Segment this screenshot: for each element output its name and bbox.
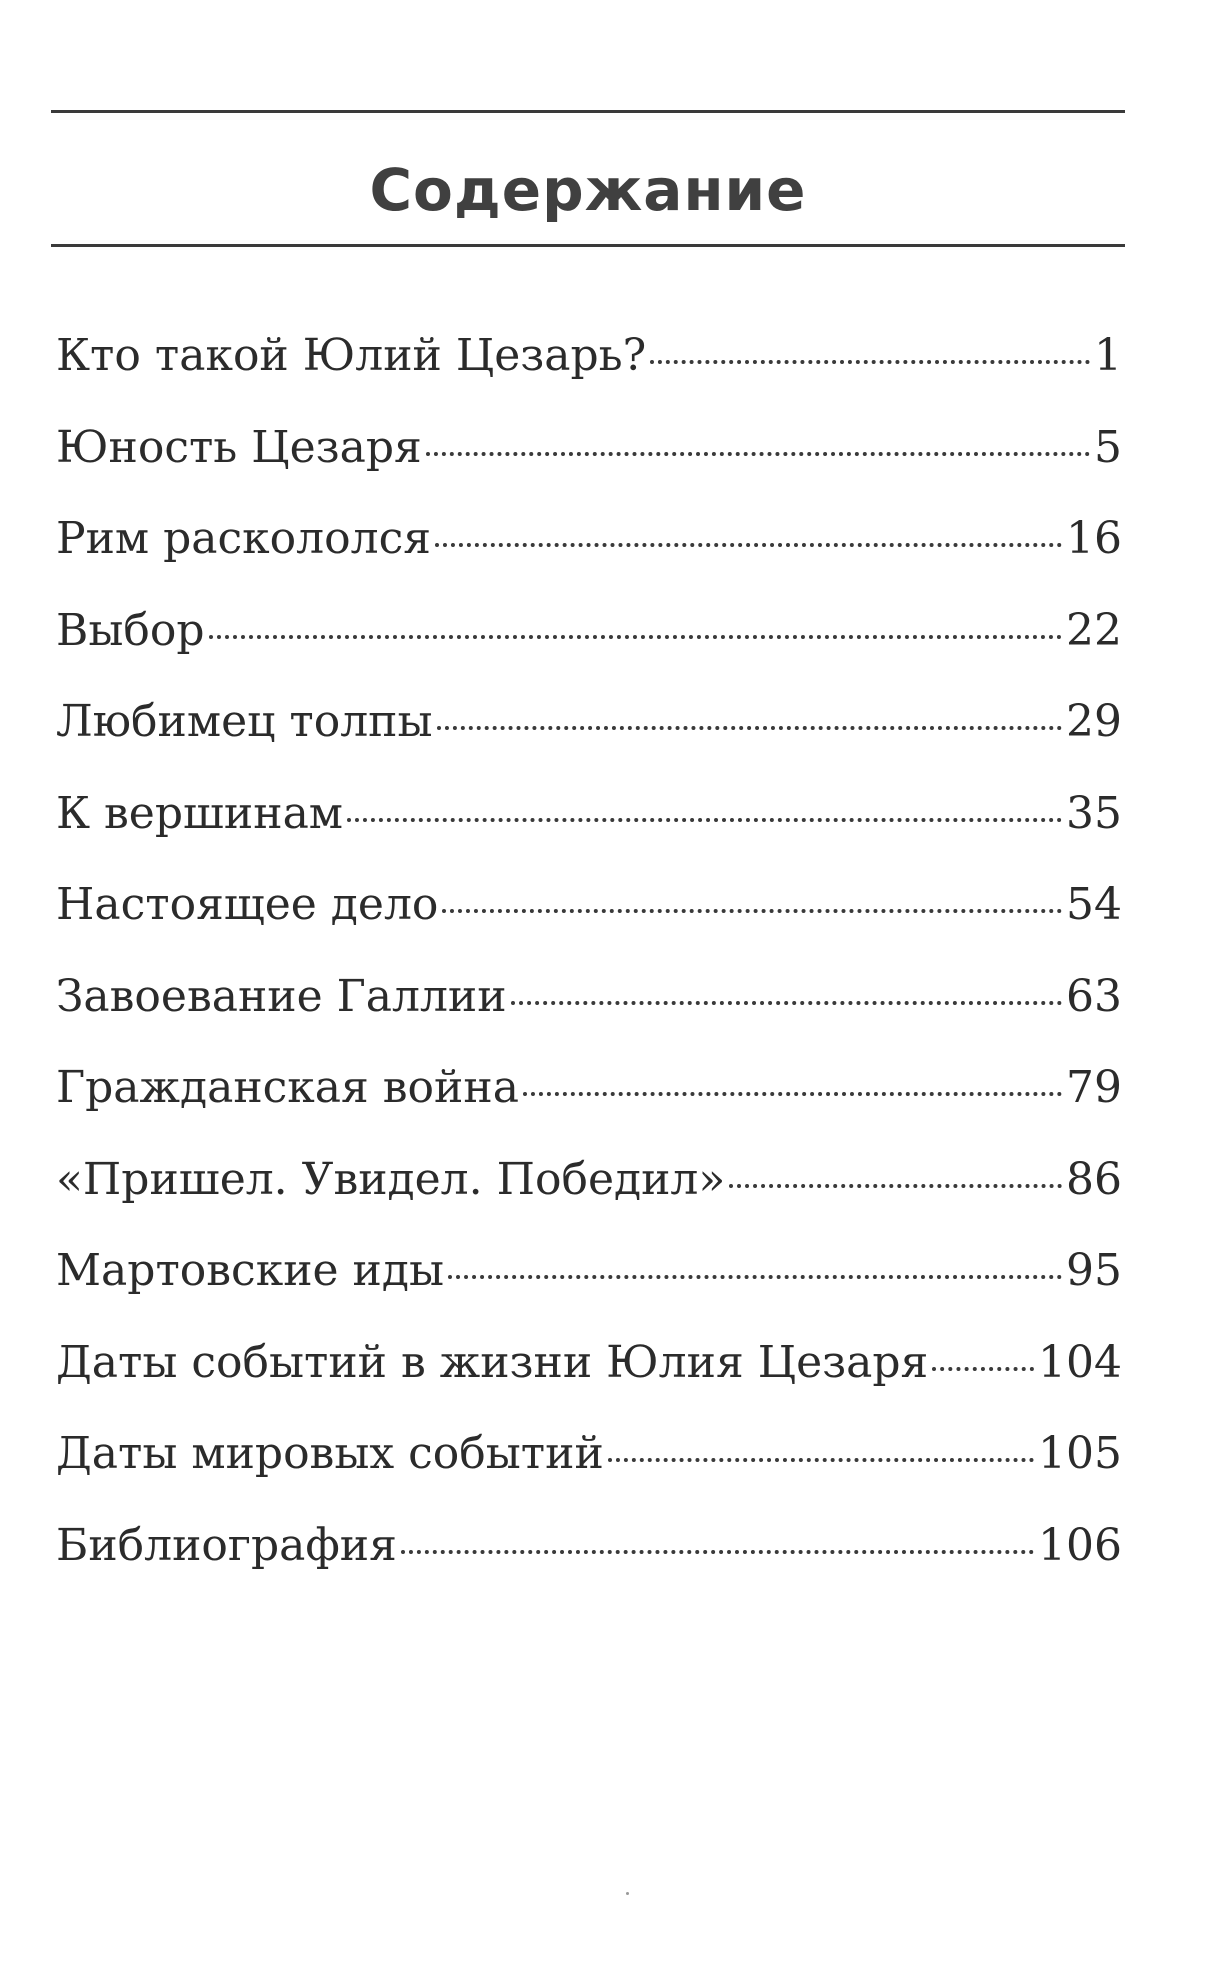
toc-dot-leader [448, 1275, 1062, 1279]
toc-entry-title: Даты мировых событий [56, 1428, 604, 1479]
toc-dot-leader [729, 1184, 1062, 1188]
toc-entry-page: 35 [1066, 787, 1122, 839]
toc-entry-title: Завоевание Галлии [56, 970, 507, 1022]
toc-entry-title: Рим раскололся [56, 513, 431, 564]
toc-entry-page: 54 [1066, 879, 1122, 930]
print-speck [626, 1892, 629, 1895]
toc-entry-title: Мартовские иды [56, 1245, 444, 1296]
toc-entry-page: 29 [1066, 696, 1122, 747]
toc-dot-leader [608, 1458, 1034, 1462]
toc-entry-title: Любимец толпы [56, 696, 433, 747]
toc-dot-leader [435, 543, 1062, 547]
toc-entry-page: 105 [1038, 1428, 1122, 1479]
toc-entry [56, 1520, 1122, 1612]
toc-dot-leader [650, 360, 1090, 364]
toc-entry-page: 22 [1066, 604, 1122, 656]
top-rule [51, 110, 1125, 113]
toc-entry-page: 86 [1066, 1153, 1122, 1205]
page-title: Содержание [369, 156, 807, 224]
toc-entry-page: 1 [1094, 330, 1122, 381]
toc-dot-leader [437, 726, 1062, 730]
toc-entry-title: Настоящее дело [56, 879, 439, 930]
toc-dot-leader [932, 1367, 1034, 1371]
toc-entry [56, 971, 1122, 1063]
toc-entry-page: 16 [1066, 513, 1122, 564]
toc-entry [56, 330, 1122, 422]
toc-entry-page: 106 [1038, 1519, 1122, 1571]
toc-dot-leader [426, 452, 1090, 456]
toc-entry [56, 788, 1122, 880]
toc-entry-title: Выбор [56, 604, 205, 656]
toc-entry [56, 422, 1122, 514]
toc-entry [56, 696, 1122, 788]
toc-dot-leader [523, 1092, 1062, 1096]
toc-entry [56, 1154, 1122, 1246]
toc-dot-leader [511, 1001, 1062, 1005]
toc-entry-page: 5 [1094, 421, 1122, 473]
toc-entry-title: Юность Цезаря [56, 421, 422, 473]
toc-entry-page: 104 [1038, 1336, 1122, 1388]
toc-entry [56, 879, 1122, 971]
table-of-contents [56, 330, 1122, 1611]
toc-entry-title: Даты событий в жизни Юлия Цезаря [56, 1336, 929, 1388]
toc-entry [56, 513, 1122, 605]
toc-entry-page: 95 [1066, 1245, 1122, 1296]
toc-entry [56, 1337, 1122, 1429]
toc-dot-leader [209, 635, 1063, 639]
toc-entry-title: Гражданская война [56, 1062, 519, 1113]
toc-entry [56, 1062, 1122, 1154]
toc-entry [56, 1428, 1122, 1520]
toc-dot-leader [442, 909, 1062, 913]
toc-entry-title: Библиография [56, 1519, 397, 1571]
toc-entry [56, 1245, 1122, 1337]
toc-entry [56, 605, 1122, 697]
toc-entry-page: 79 [1066, 1062, 1122, 1113]
bottom-rule [51, 244, 1125, 247]
toc-entry-title: К вершинам [56, 787, 344, 839]
toc-entry-title: «Пришел. Увидел. Победил» [56, 1153, 726, 1205]
toc-dot-leader [347, 818, 1062, 822]
toc-entry-page: 63 [1066, 970, 1122, 1022]
toc-entry-title: Кто такой Юлий Цезарь? [56, 330, 647, 381]
toc-dot-leader [401, 1550, 1034, 1554]
